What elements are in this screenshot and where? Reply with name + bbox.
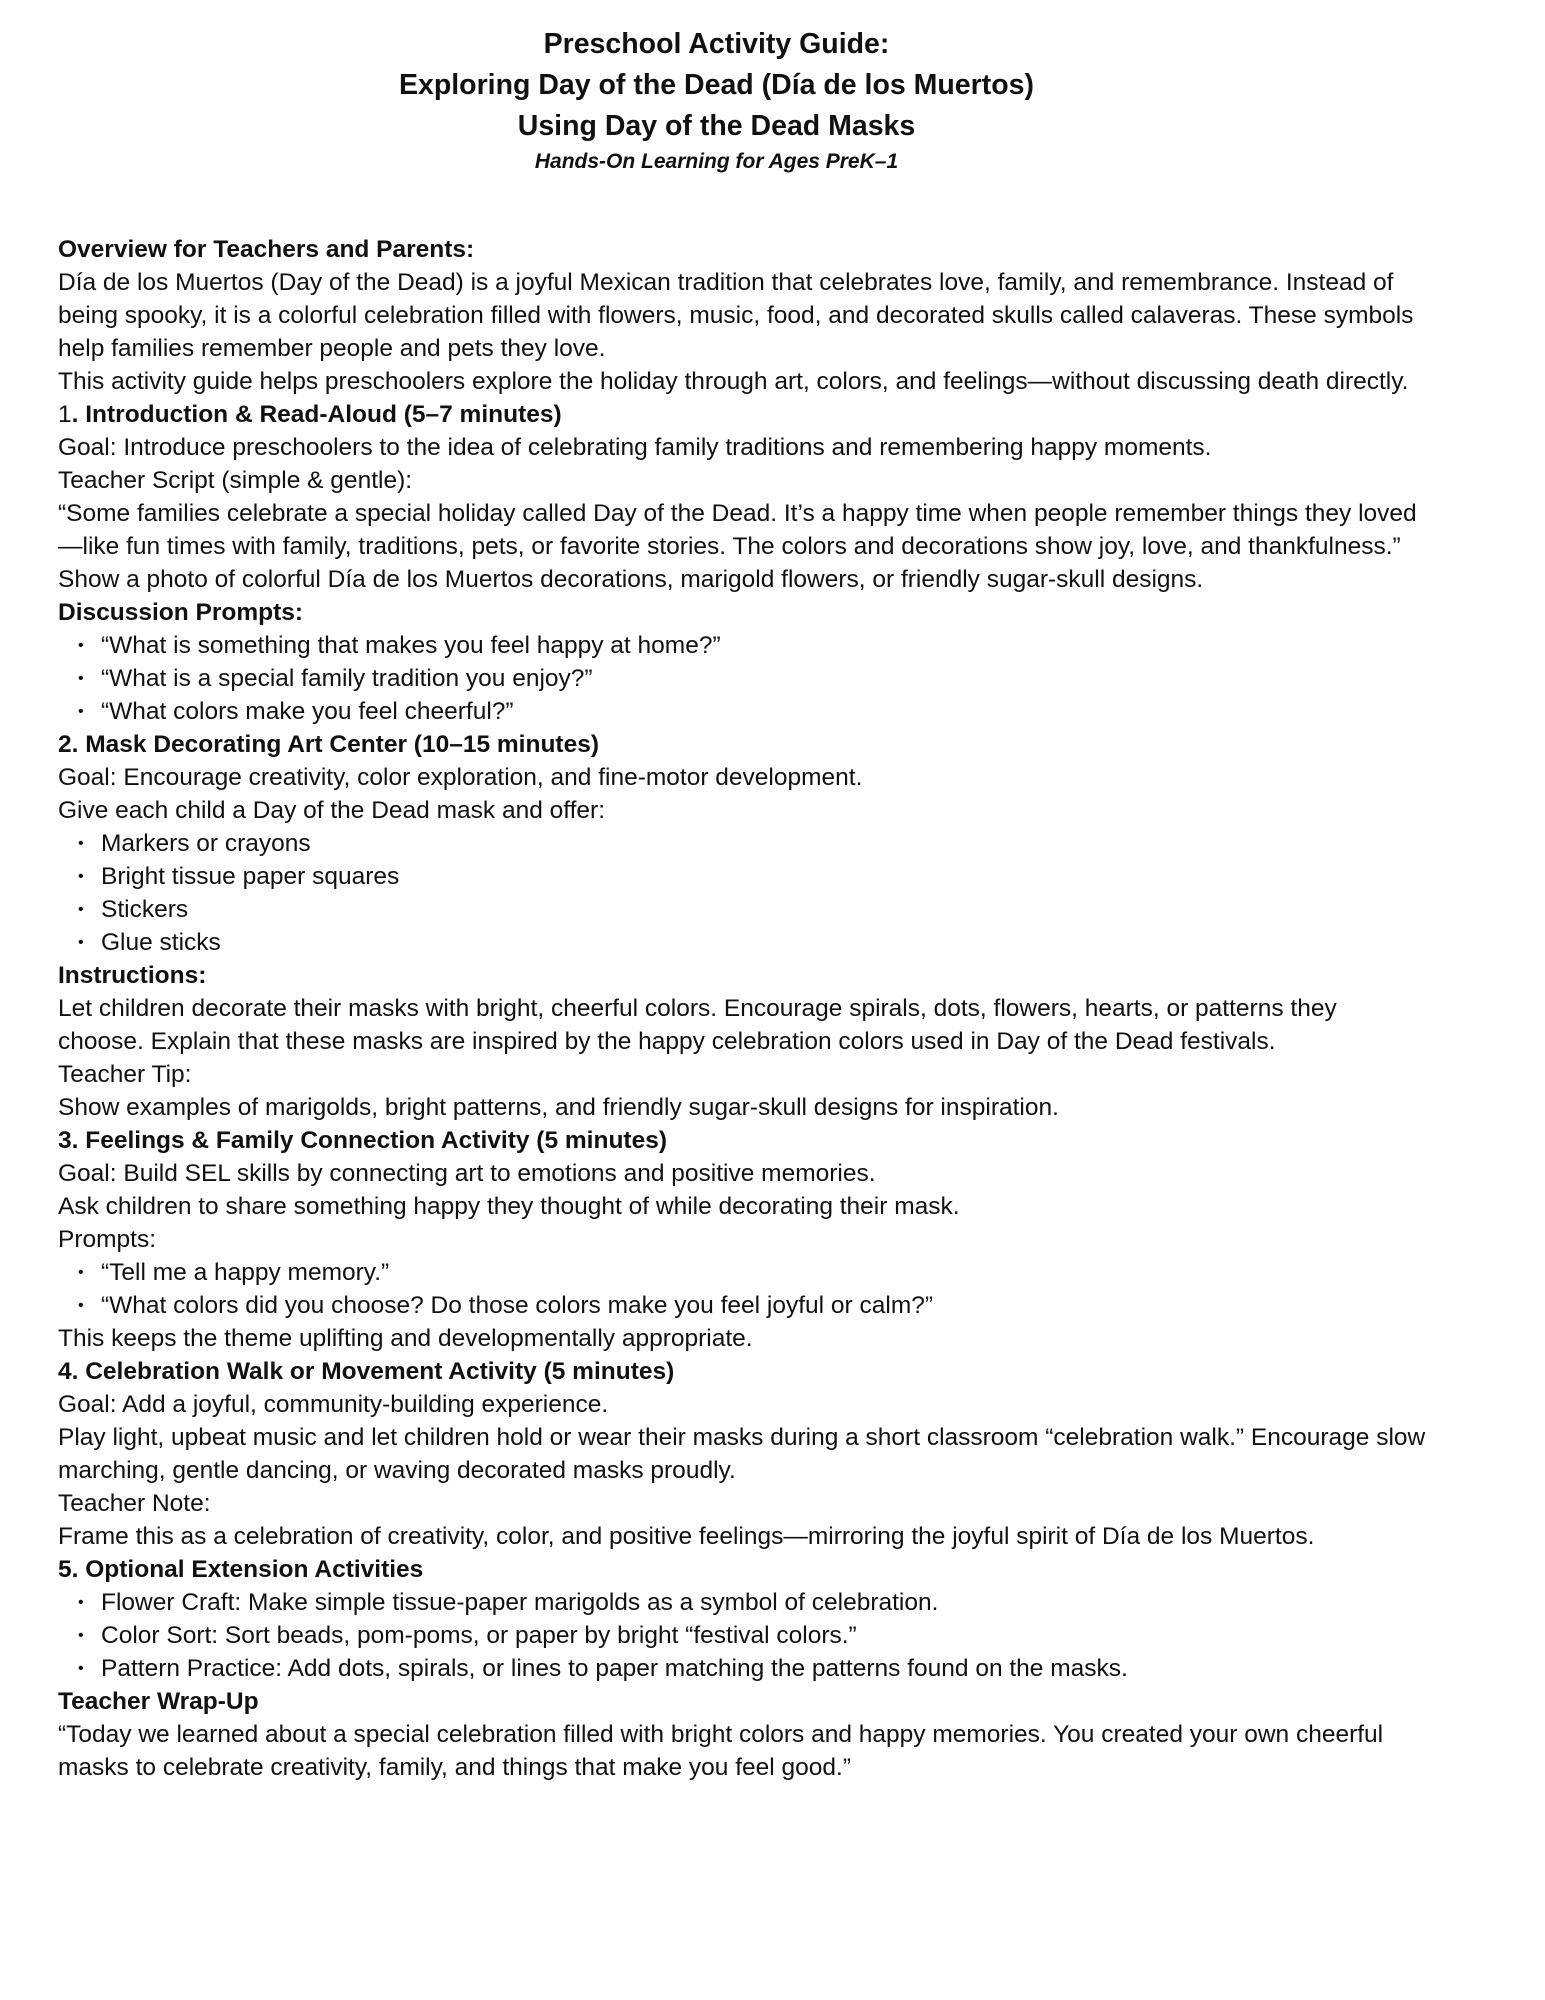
- wrapup-heading: Teacher Wrap-Up: [58, 1688, 259, 1715]
- list-item-text: “What colors make you feel cheerful?”: [101, 698, 514, 725]
- list-item-text: Markers or crayons: [101, 830, 311, 857]
- list-item: [58, 1619, 1498, 1652]
- section-5-heading: 5. Optional Extension Activities: [58, 1556, 424, 1583]
- title-line-2: Exploring Day of the Dead (Día de los Muertos): [398, 69, 1034, 101]
- instructions-line-2: choose. Explain that these masks are inspired by the happy celebration colors used in Day of the Dead festivals.: [58, 1028, 1276, 1055]
- list-item-text: Glue sticks: [101, 929, 221, 956]
- bullet-icon: •: [78, 1297, 84, 1314]
- list-item: [58, 695, 1498, 728]
- bullet-icon: •: [78, 934, 84, 951]
- list-item: [58, 1652, 1498, 1685]
- title-line-3: Using Day of the Dead Masks: [517, 110, 916, 142]
- teacher-tip-label: Teacher Tip:: [58, 1061, 192, 1088]
- list-item: [58, 1256, 1498, 1289]
- section-4-goal: Goal: Add a joyful, community-building experience.: [58, 1391, 609, 1418]
- list-item-text: “What is something that makes you feel happy at home?”: [101, 632, 721, 659]
- instructions-line-1: Let children decorate their masks with bright, cheerful colors. Encourage spirals, dots, flowers, hearts, or patterns they: [58, 995, 1337, 1022]
- instructions-heading: Instructions:: [58, 962, 207, 989]
- section-2-goal: Goal: Encourage creativity, color exploration, and fine-motor development.: [58, 764, 863, 791]
- wrapup-line-1: “Today we learned about a special celebration filled with bright colors and happy memories. You created your own cheerful: [58, 1721, 1384, 1748]
- section-1-heading: [58, 398, 1498, 431]
- section-3-prompts-label: Prompts:: [58, 1226, 157, 1253]
- list-item: [58, 893, 1498, 926]
- bullet-icon: •: [78, 703, 84, 720]
- list-item: [58, 1586, 1498, 1619]
- list-item: [58, 926, 1498, 959]
- subtitle: Hands-On Learning for Ages PreK–1: [534, 150, 899, 173]
- teacher-note: Frame this as a celebration of creativity, color, and positive feelings—mirroring the joyful spirit of Día de los Muertos.: [58, 1523, 1315, 1550]
- section-4-heading: 4. Celebration Walk or Movement Activity (5 minutes): [58, 1358, 675, 1385]
- bullet-icon: •: [78, 1660, 84, 1677]
- document-body: [58, 233, 1498, 1784]
- wrapup-line-2: masks to celebrate creativity, family, and things that make you feel good.”: [58, 1754, 851, 1781]
- extension-activities-list: [58, 1586, 1498, 1685]
- list-item-text: Bright tissue paper squares: [101, 863, 400, 890]
- list-item-text: “What is a special family tradition you enjoy?”: [101, 665, 593, 692]
- list-item-text: Stickers: [101, 896, 189, 923]
- section-1-heading-text: . Introduction & Read-Aloud (5–7 minutes): [71, 401, 562, 428]
- section-1-script-line-2: —like fun times with family, traditions, pets, or favorite stories. The colors and decorations show joy, love, and thankfulness.”: [58, 533, 1401, 560]
- overview-line-2: being spooky, it is a colorful celebration filled with flowers, music, food, and decorated skulls called calaveras. These symbols: [58, 302, 1414, 329]
- list-item: [58, 827, 1498, 860]
- bullet-icon: •: [78, 868, 84, 885]
- section-3-heading: 3. Feelings & Family Connection Activity (5 minutes): [58, 1127, 667, 1154]
- list-item: [58, 1289, 1498, 1322]
- section-3-ask: Ask children to share something happy they thought of while decorating their mask.: [58, 1193, 960, 1220]
- materials-list: [58, 827, 1498, 959]
- bullet-icon: •: [78, 637, 84, 654]
- section-1-script-label: Teacher Script (simple & gentle):: [58, 467, 413, 494]
- section-2-offer: Give each child a Day of the Dead mask and offer:: [58, 797, 606, 824]
- section-1-script-line-1: “Some families celebrate a special holiday called Day of the Dead. It’s a happy time when people remember things they loved: [58, 500, 1417, 527]
- overview-paragraph-2: This activity guide helps preschoolers explore the holiday through art, colors, and feelings—without discussing death directly.: [58, 368, 1409, 395]
- list-item: [58, 860, 1498, 893]
- teacher-note-label: Teacher Note:: [58, 1490, 211, 1517]
- section-3-closing: This keeps the theme uplifting and developmentally appropriate.: [58, 1325, 753, 1352]
- overview-heading: Overview for Teachers and Parents:: [58, 236, 475, 263]
- document-header: [0, 24, 1433, 177]
- discussion-prompts-list: [58, 629, 1498, 728]
- discussion-prompts-heading: Discussion Prompts:: [58, 599, 304, 626]
- list-item: [58, 629, 1498, 662]
- section-4-body-line-1: Play light, upbeat music and let children hold or wear their masks during a short classroom “celebration walk.” Encourage slow: [58, 1424, 1426, 1451]
- bullet-icon: •: [78, 1627, 84, 1644]
- list-item-text: Pattern Practice: Add dots, spirals, or lines to paper matching the patterns found on the masks.: [101, 1655, 1128, 1682]
- overview-line-1: Día de los Muertos (Day of the Dead) is a joyful Mexican tradition that celebrates love, family, and remembrance. Instead of: [58, 269, 1394, 296]
- section-2-heading: 2. Mask Decorating Art Center (10–15 minutes): [58, 731, 599, 758]
- bullet-icon: •: [78, 901, 84, 918]
- list-item-text: “What colors did you choose? Do those colors make you feel joyful or calm?”: [101, 1292, 934, 1319]
- list-item: [58, 662, 1498, 695]
- list-item-text: “Tell me a happy memory.”: [101, 1259, 390, 1286]
- teacher-tip: Show examples of marigolds, bright patterns, and friendly sugar-skull designs for inspiration.: [58, 1094, 1059, 1121]
- bullet-icon: •: [78, 1264, 84, 1281]
- bullet-icon: •: [78, 1594, 84, 1611]
- list-item-text: Color Sort: Sort beads, pom-poms, or paper by bright “festival colors.”: [101, 1622, 857, 1649]
- title-line-1: Preschool Activity Guide:: [543, 28, 890, 60]
- section-1-photo-note: Show a photo of colorful Día de los Muertos decorations, marigold flowers, or friendly sugar-skull designs.: [58, 566, 1204, 593]
- section-1-goal: Goal: Introduce preschoolers to the idea of celebrating family traditions and remembering happy moments.: [58, 434, 1212, 461]
- section-4-body-line-2: marching, gentle dancing, or waving decorated masks proudly.: [58, 1457, 736, 1484]
- overview-line-3: help families remember people and pets they love.: [58, 335, 606, 362]
- bullet-icon: •: [78, 670, 84, 687]
- section-3-prompts-list: [58, 1256, 1498, 1322]
- list-item-text: Flower Craft: Make simple tissue-paper marigolds as a symbol of celebration.: [101, 1589, 939, 1616]
- bullet-icon: •: [78, 835, 84, 852]
- section-3-goal: Goal: Build SEL skills by connecting art to emotions and positive memories.: [58, 1160, 876, 1187]
- section-1-number: 1: [58, 401, 72, 428]
